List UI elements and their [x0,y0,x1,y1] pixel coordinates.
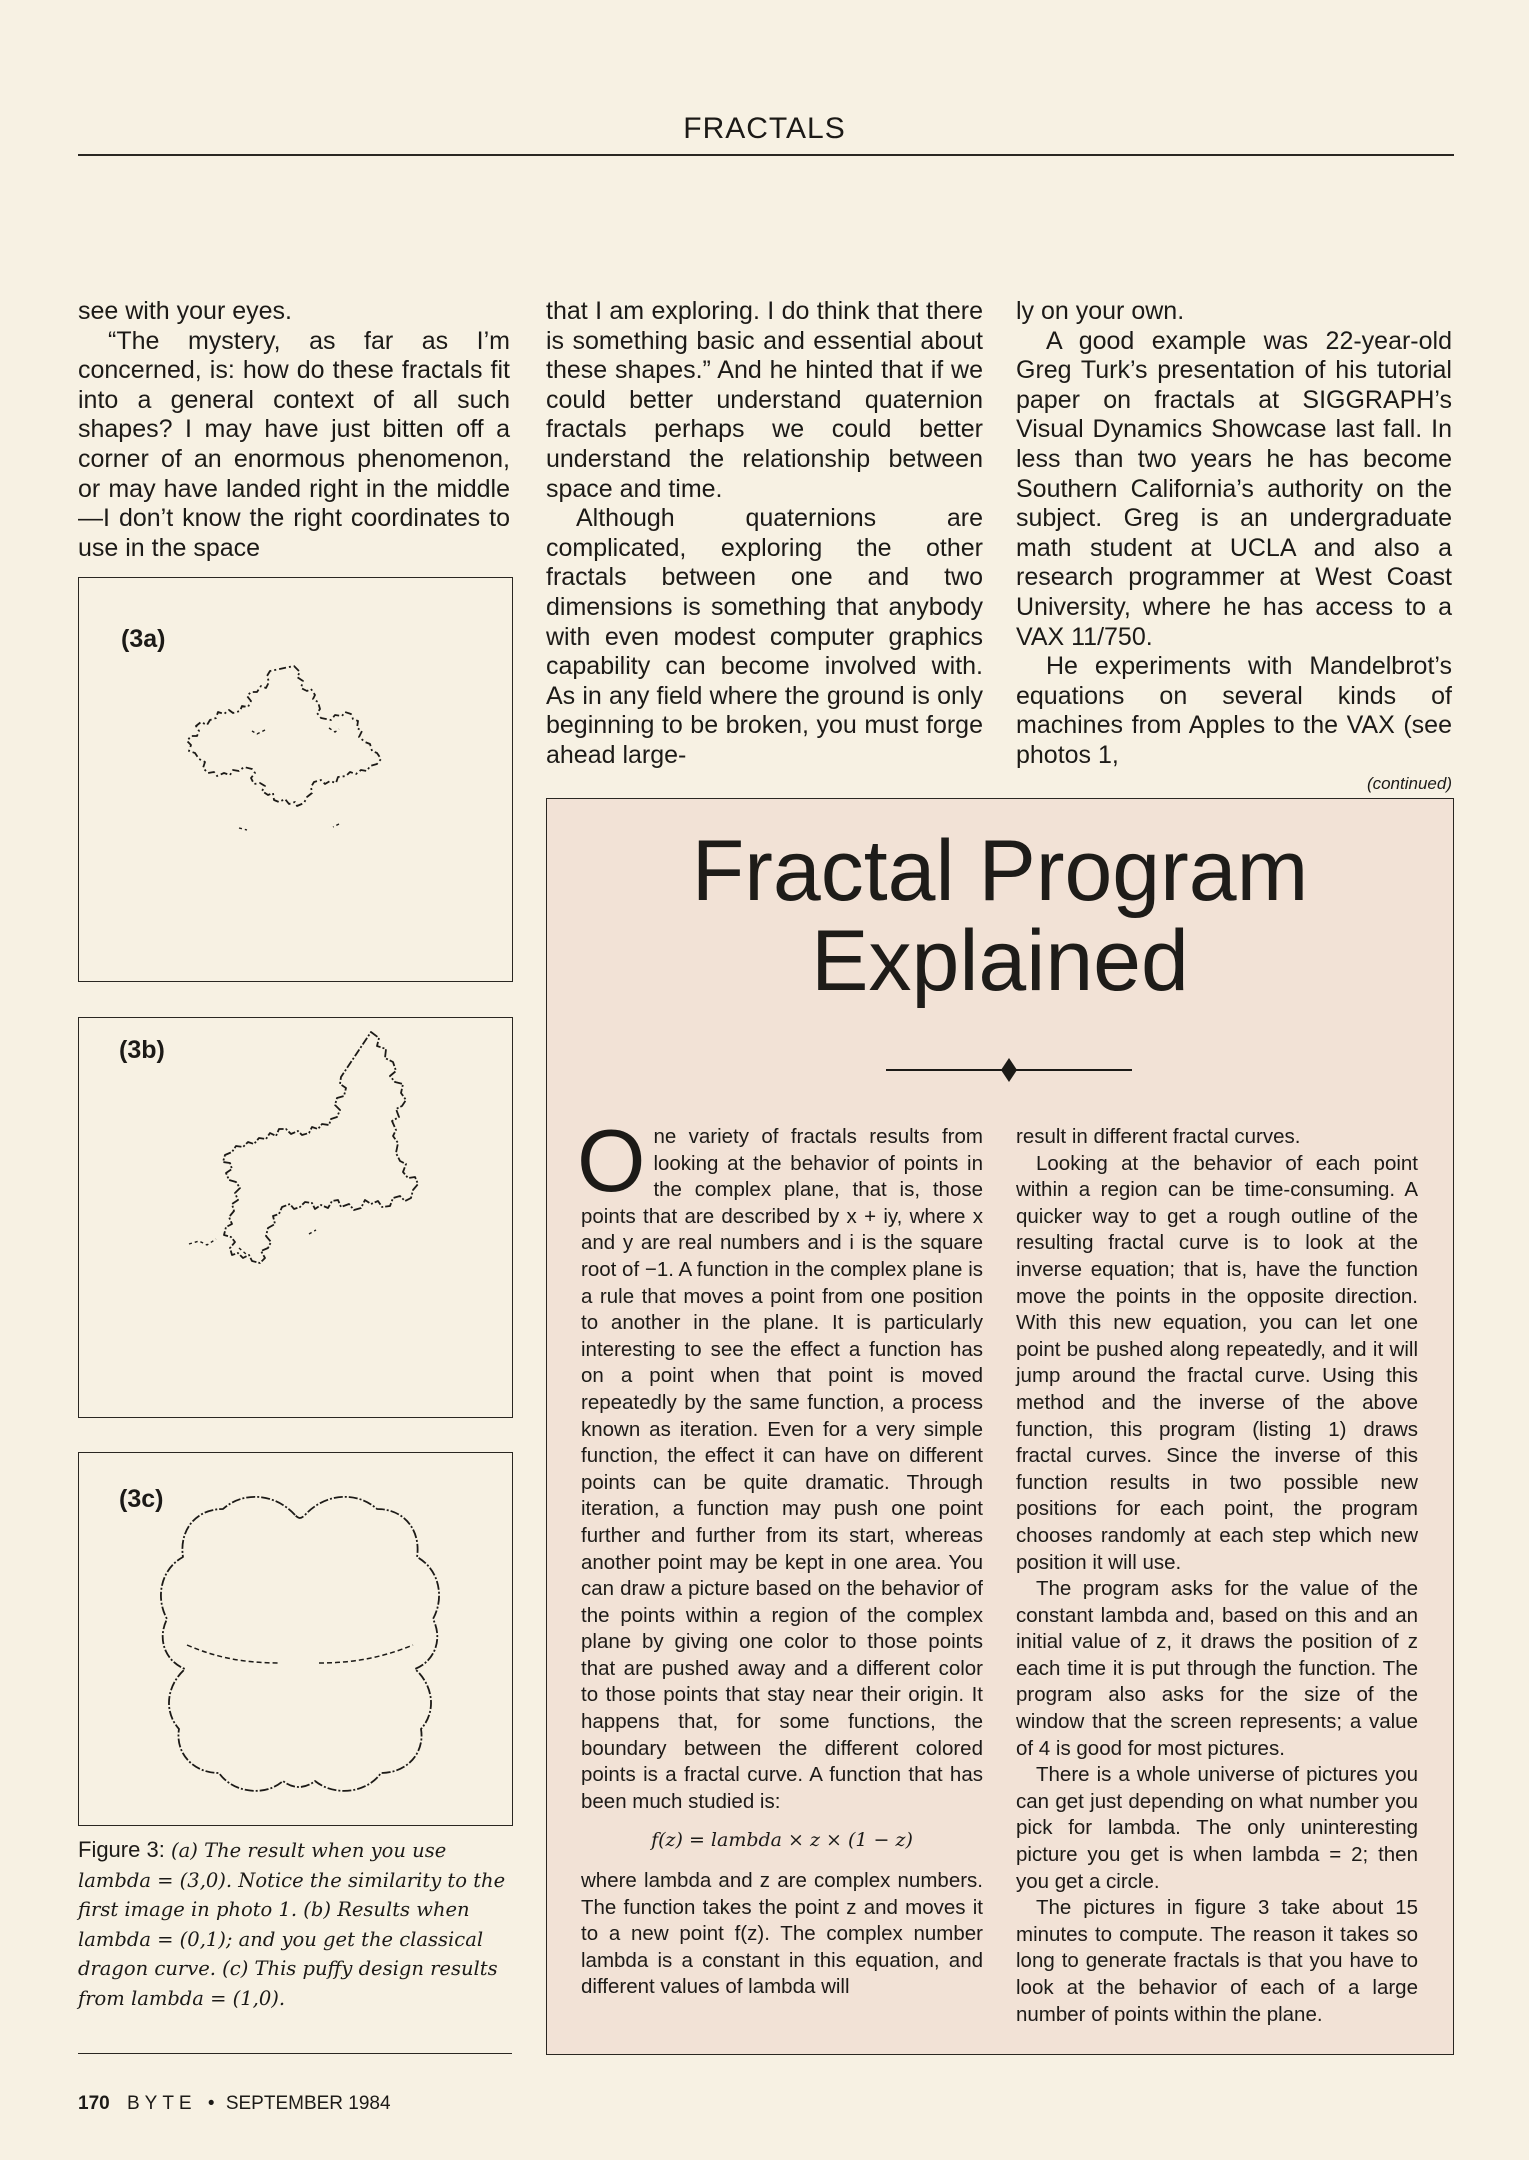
magazine-name: BYTE [126,2093,197,2114]
paragraph: The program asks for the value of the constant lambda and, based on this and an initial value of z, it draws the position of z each time it is put through the function. The program also asks for the size of the window that the screen represents; a value of 4 is good for most pictures. [1016,1577,1418,1760]
footer-separator: • [207,2093,215,2114]
figure-caption [78,1836,508,2013]
figure-label: (3a) [121,625,166,653]
paragraph: There is a whole universe of pictures you can get just depending on what number you pick for lambda. The only uninteresting picture you get is when lambda = 2; then you get a circle. [1016,1763,1418,1893]
title-line-2: Explained [811,913,1189,1009]
paragraph: that I am exploring. I do think that there is something basic and essential about these shapes.” And he hinted that if we could better understand quaternion fractals perhaps we could better understand the relationship between space and time. [546,297,983,503]
header-rule [78,154,1454,156]
sidebar-title [546,823,1454,1009]
paragraph: result in different fractal curves. [1016,1125,1301,1148]
caption-text: (a) The result when you use lambda = (3,0). Notice the similarity to the first image in photo 1. (b) Results when lambda = (0,1); and you get the classical dragon curve. (c) This puffy design results from lambda = (1,0). [78,1839,506,2010]
figure-label: (3b) [119,1036,165,1064]
formula: f(z) = lambda × z × (1 − z) [651,1829,913,1852]
page-number: 170 [78,2093,110,2114]
paragraph: He experiments with Mandelbrot’s equations on several kinds of machines from Apples to the VAX (see photos 1, [1016,652,1452,769]
continued-note: (continued) [1366,773,1452,793]
paragraph: see with your eyes. [78,297,292,325]
figure-3c [78,1452,513,1826]
fractal-curve-3b [79,1018,512,1417]
column-3 [1016,297,1452,795]
section-header: FRACTALS [683,112,846,145]
paragraph: ly on your own. [1016,297,1185,325]
fractal-curve-3a [79,578,512,981]
paragraph: A good example was 22-year-old Greg Turk’s presentation of his tutorial paper on fractals at SIGGRAPH’s Visual Dynamics Showcase last fall. In less than two years he has become Southern California’s authority on the subject. Greg is an undergraduate math student at UCLA and also a research programmer at West Coast University, where he has access to a VAX 11/750. [1016,326,1452,651]
paragraph: The pictures in figure 3 take about 15 minutes to compute. The reason it takes so long to generate fractals is that you have to look at the behavior of each of a large number of points within the plane. [1016,1896,1418,2026]
drop-cap: O [577,1111,646,1210]
sidebar-column-right [1016,1124,1418,2028]
sidebar-column-left [577,1111,983,2001]
column-1 [78,297,510,563]
caption-rule [78,2053,512,2054]
paragraph: “The mystery, as far as I’m concerned, is: how do these fractals fit into a general context of all such shapes? I may have just bitten off a corner of an enormous phenomenon, or may have landed right in the middle—I don’t know the right coordinates to use in the space [78,326,510,562]
paragraph: Although quaternions are complicated, exploring the other fractals between one and two dimensions is something that anybody with even modest computer graphics capability can become involved with. As in any field where the ground is only beginning to be broken, you must forge ahead large- [546,504,983,769]
figure-label: (3c) [119,1485,164,1513]
column-2 [546,297,983,771]
issue-date: SEPTEMBER 1984 [225,2093,391,2114]
ornament-divider [886,1055,1132,1085]
figure-3a [78,577,513,982]
figure-3b [78,1017,513,1418]
fractal-curve-3c [79,1453,512,1825]
paragraph: where lambda and z are complex numbers. The function takes the point z and moves it to a new point f(z). The complex number lambda is a constant in this equation, and different values of lambda will [581,1869,983,1999]
title-line-1: Fractal Program [691,823,1309,919]
caption-label: Figure 3: [78,1837,165,1862]
page-footer [78,2093,391,2115]
paragraph: ne variety of fractals results from looking at the behavior of points in the complex plane, that is, those points that are described by x + iy, where x and y are real numbers and i is the square root of −1. A function in the complex plane is a rule that moves a point from one position to another in the plane. It is particularly interesting to see the effect a function has on a point when that point is moved repeatedly by the same function, a process known as iteration. Even for a very simple function, the effect it can have on different points can be quite dramatic. Through iteration, a function may push one point further and further from its start, whereas another point may be kept in one area. You can draw a picture based on the behavior of the points within a region of the complex plane by giving one color to those points that are pushed away and a different color to those points that stay near their origin. It happens that, for some functions, the boundary between the different colored points is a fractal curve. A function that has been much studied is: [581,1125,983,1813]
paragraph: Looking at the behavior of each point within a region can be time-consuming. A quicker way to get a rough outline of the resulting fractal curve is to look at the inverse equation; that is, have the function move the points in the opposite direction. With this new equation, you can let one point be pushed along repeatedly, and it will jump around the fractal curve. Using this method and the inverse of the above function, this program (listing 1) draws fractal curves. Since the inverse of this function results in two possible new positions for each point, the program chooses randomly at each step which new position it will use. [1016,1151,1418,1574]
